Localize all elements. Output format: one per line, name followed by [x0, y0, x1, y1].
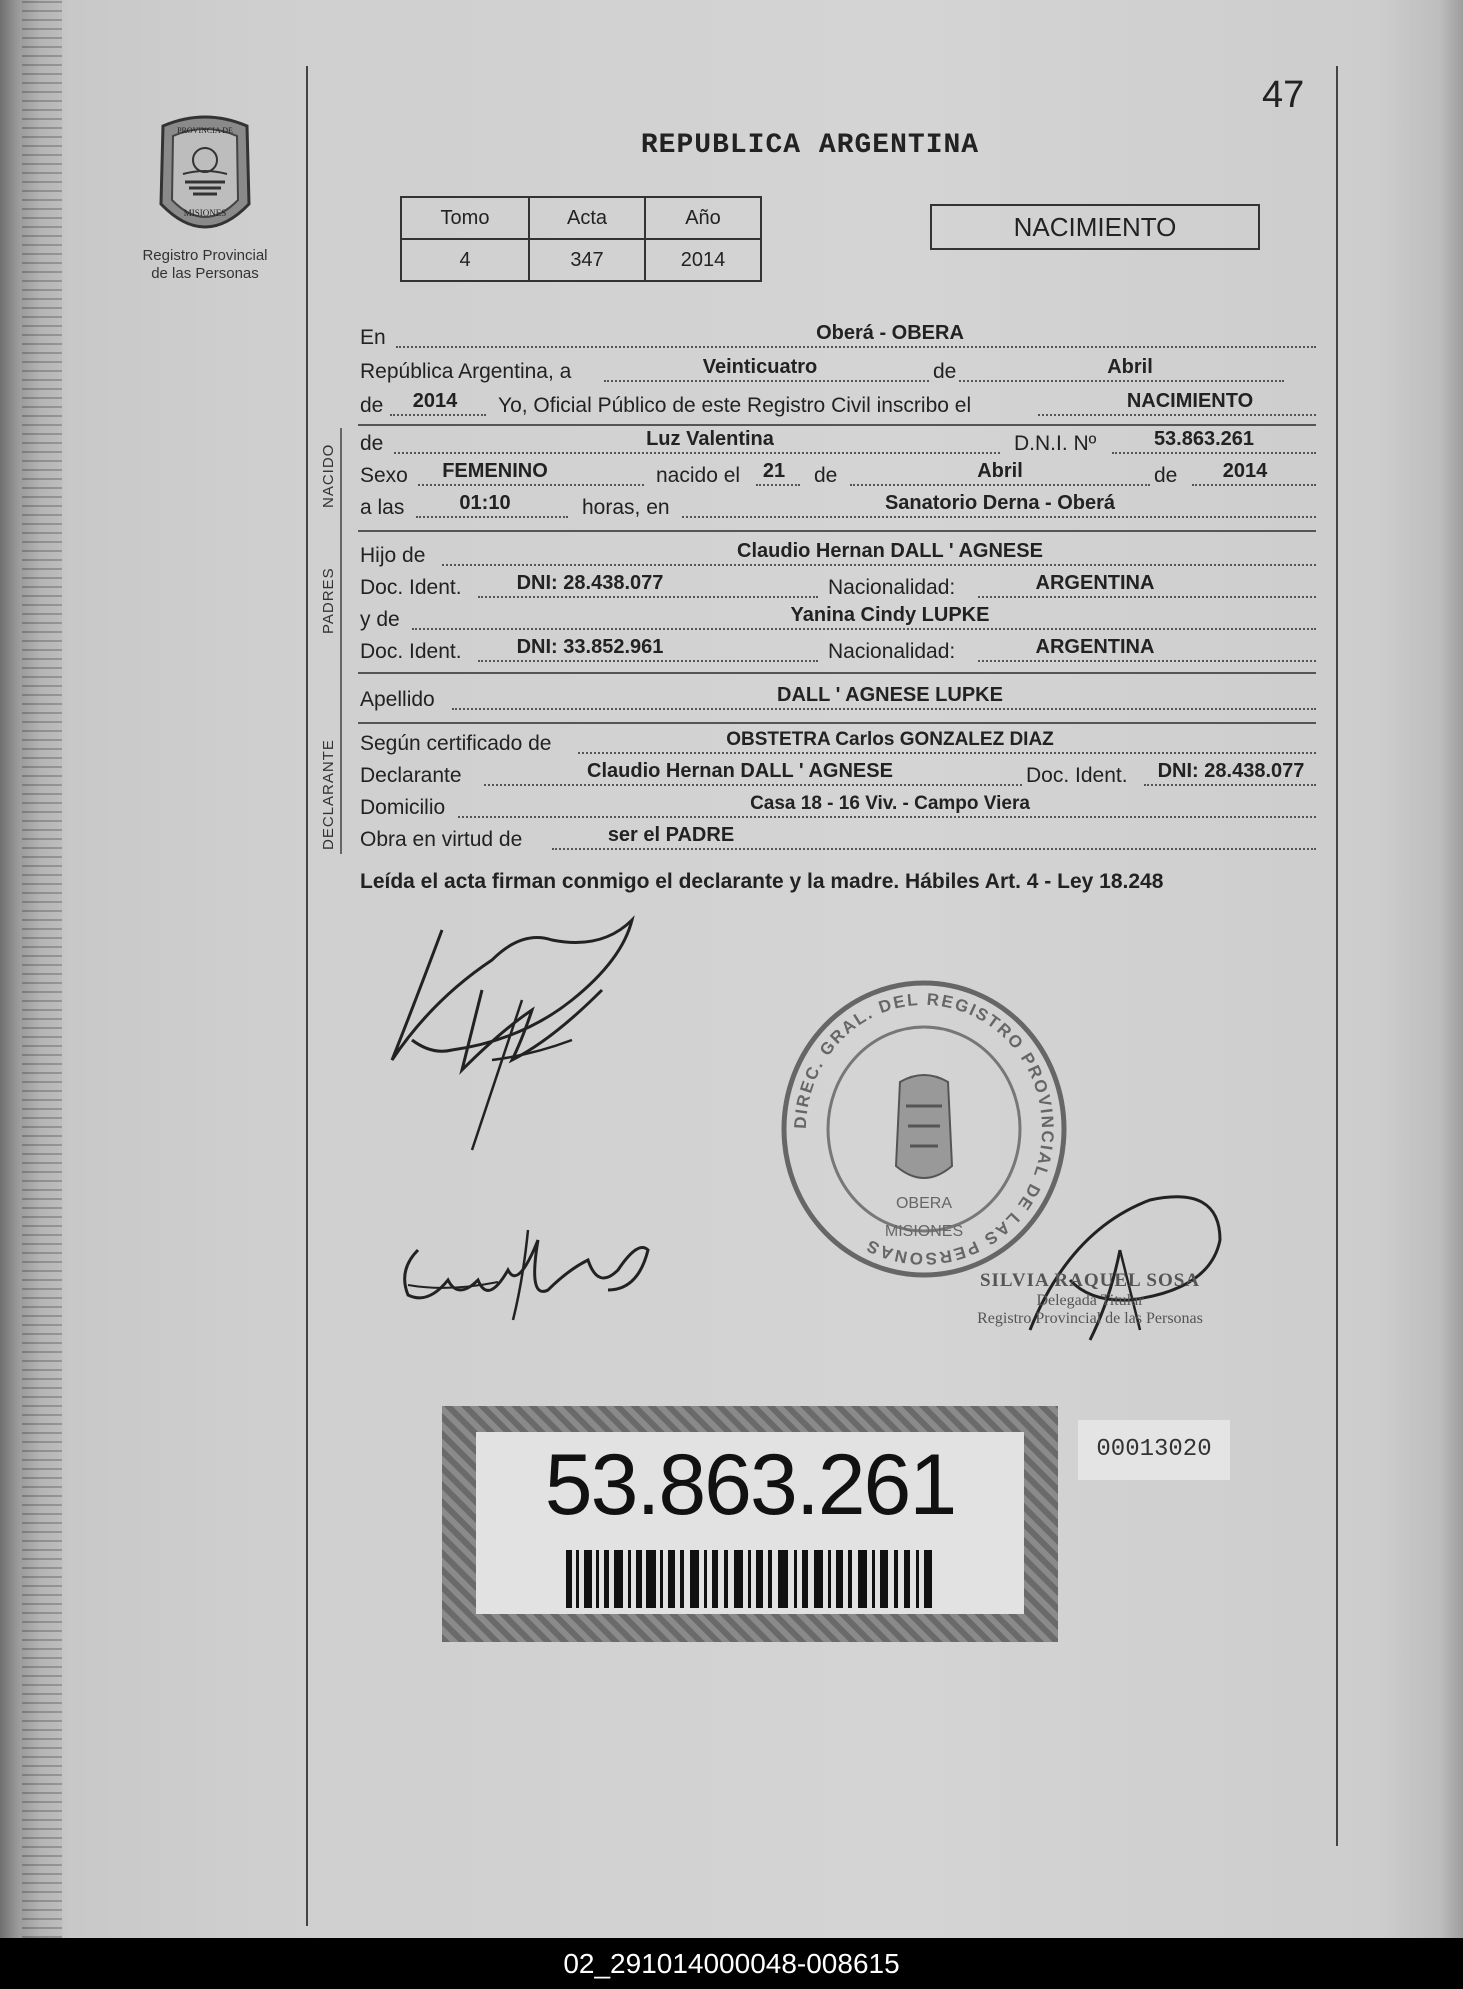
- country-title: REPUBLICA ARGENTINA: [640, 130, 980, 161]
- field-padre: [360, 540, 1316, 570]
- declarant-signature: [372, 890, 662, 1160]
- value-nombre: Luz Valentina: [646, 428, 774, 450]
- value-madre: Yanina Cindy LUPKE: [790, 604, 990, 626]
- label-obra: Obra en virtud de: [360, 828, 523, 851]
- value-domicilio: Casa 18 - 16 Viv. - Campo Viera: [750, 793, 1030, 814]
- label-republica: República Argentina, a: [360, 360, 572, 383]
- right-margin-line: [1336, 66, 1338, 1846]
- separator-padres: [358, 672, 1316, 674]
- field-obra: [360, 824, 1316, 854]
- field-sexo-nacimiento: [360, 460, 1316, 490]
- label-oficial: Yo, Oficial Público de este Registro Civil inscribo el: [498, 394, 972, 417]
- value-padre-nac: ARGENTINA: [1035, 572, 1155, 594]
- closing-statement: Leída el acta firman conmigo el declarante y la madre. Hábiles Art. 4 - Ley 18.248: [360, 870, 1164, 893]
- label-doc-ident-padre: Doc. Ident.: [360, 576, 462, 599]
- value-anio: 2014: [412, 390, 458, 412]
- section-declarante: DECLARANTE: [320, 739, 337, 850]
- act-type-box: NACIMIENTO: [930, 204, 1260, 250]
- label-hijo-de: Hijo de: [360, 544, 426, 567]
- value-nac-mes: Abril: [977, 460, 1023, 482]
- separator-nacido: [358, 530, 1316, 532]
- section-bracket: [340, 428, 342, 854]
- value-certificado: OBSTETRA Carlos GONZALEZ DIAZ: [726, 729, 1054, 750]
- value-padre-doc: DNI: 28.438.077: [516, 572, 664, 594]
- seal-text-top: PROVINCIA DE: [177, 126, 233, 135]
- ref-value-anio: 2014: [645, 239, 761, 281]
- value-madre-nac: ARGENTINA: [1035, 636, 1155, 658]
- page-number: 47: [1262, 74, 1305, 116]
- value-declarante: Claudio Hernan DALL ' AGNESE: [587, 760, 893, 782]
- value-nac-anio: 2014: [1222, 460, 1268, 482]
- label-de-anio2: de: [1154, 464, 1178, 487]
- stamp-inner-top: OBERA: [895, 1195, 953, 1212]
- binding-edge: [22, 0, 62, 1938]
- separator-top: [358, 424, 1316, 426]
- label-nacionalidad-padre: Nacionalidad:: [828, 576, 956, 599]
- value-sexo: FEMENINO: [442, 460, 548, 482]
- value-obra: ser el PADRE: [607, 824, 735, 846]
- label-de-nombre: de: [360, 432, 384, 455]
- label-de-anio: de: [360, 394, 384, 417]
- field-certificado: [360, 728, 1316, 758]
- label-de-mes: de: [814, 464, 838, 487]
- field-lugar: [360, 322, 1316, 352]
- section-padres: PADRES: [320, 567, 337, 634]
- field-apellido: [360, 684, 1316, 714]
- logo-caption-line2: de las Personas: [151, 265, 259, 282]
- ref-header-anio: Año: [645, 197, 761, 239]
- value-declarante-doc: DNI: 28.438.077: [1157, 760, 1305, 782]
- barcode-icon: [566, 1550, 936, 1608]
- registry-logo: [130, 112, 280, 292]
- label-domicilio: Domicilio: [360, 796, 446, 819]
- barcode-sticker: [442, 1406, 1058, 1642]
- mother-signature: [388, 1210, 668, 1330]
- label-sexo: Sexo: [360, 464, 408, 487]
- field-hora-lugar: [360, 492, 1316, 522]
- field-madre: [360, 604, 1316, 634]
- value-dia-letras: Veinticuatro: [702, 356, 818, 378]
- label-en: En: [360, 326, 386, 349]
- label-dni: D.N.I. Nº: [1014, 432, 1097, 455]
- label-de: de: [930, 360, 959, 384]
- label-a-las: a las: [360, 496, 405, 519]
- ref-value-tomo: 4: [401, 239, 529, 281]
- value-lugar-nac: Sanatorio Derna - Oberá: [884, 492, 1116, 514]
- province-seal-icon: [145, 112, 265, 242]
- ref-header-tomo: Tomo: [401, 197, 529, 239]
- field-padre-doc: [360, 572, 1316, 602]
- label-declarante: Declarante: [360, 764, 462, 787]
- left-margin-line: [306, 66, 308, 1926]
- label-nacionalidad-madre: Nacionalidad:: [828, 640, 956, 663]
- value-madre-doc: DNI: 33.852.961: [516, 636, 664, 658]
- value-lugar: Oberá - OBERA: [816, 322, 964, 344]
- stamp-ring-textpath: DIREC. GRAL. DEL REGISTRO PROVINCIAL DE LAS PERSONAS: [790, 989, 1058, 1269]
- label-y-de: y de: [360, 608, 400, 631]
- official-stamp: [960, 1270, 1220, 1328]
- seal-text-bottom: MISIONES: [183, 208, 227, 218]
- control-number: 00013020: [1078, 1420, 1230, 1480]
- barcode-number: 53.863.261: [544, 1437, 956, 1533]
- official-office: Registro Provincial de las Personas: [977, 1310, 1203, 1327]
- value-tipo: NACIMIENTO: [1126, 390, 1254, 412]
- label-horas-en: horas, en: [582, 496, 670, 519]
- field-madre-doc: [360, 636, 1316, 666]
- ref-header-acta: Acta: [529, 197, 645, 239]
- barcode-label: [476, 1432, 1024, 1614]
- reference-table: [400, 196, 762, 282]
- official-name: SILVIA RAQUEL SOSA: [979, 1270, 1201, 1291]
- value-mes: Abril: [1107, 356, 1153, 378]
- label-doc-ident-declarante: Doc. Ident.: [1026, 764, 1128, 787]
- ref-value-acta: 347: [529, 239, 645, 281]
- value-hora: 01:10: [459, 492, 511, 514]
- field-oficial: [360, 390, 1316, 420]
- label-segun-cert: Según certificado de: [360, 732, 552, 755]
- official-role: Delegada Titular: [1036, 1292, 1144, 1309]
- value-padre: Claudio Hernan DALL ' AGNESE: [737, 540, 1043, 562]
- value-apellido: DALL ' AGNESE LUPKE: [777, 684, 1003, 706]
- label-apellido: Apellido: [360, 688, 435, 711]
- label-doc-ident-madre: Doc. Ident.: [360, 640, 462, 663]
- field-nombre: [360, 428, 1316, 458]
- field-fecha-acta: [360, 356, 1316, 386]
- label-nacido-el: nacido el: [656, 464, 741, 487]
- field-domicilio: [360, 792, 1316, 822]
- stamp-inner-bottom: MISIONES: [884, 1223, 964, 1240]
- logo-caption-line1: Registro Provincial: [142, 247, 268, 264]
- field-declarante: [360, 760, 1316, 790]
- section-nacido: NACIDO: [320, 443, 337, 508]
- scan-footer-id: 02_291014000048-008615: [0, 1938, 1463, 1989]
- value-nac-dia: 21: [762, 460, 786, 482]
- value-dni: 53.863.261: [1153, 428, 1255, 450]
- separator-apellido: [358, 722, 1316, 724]
